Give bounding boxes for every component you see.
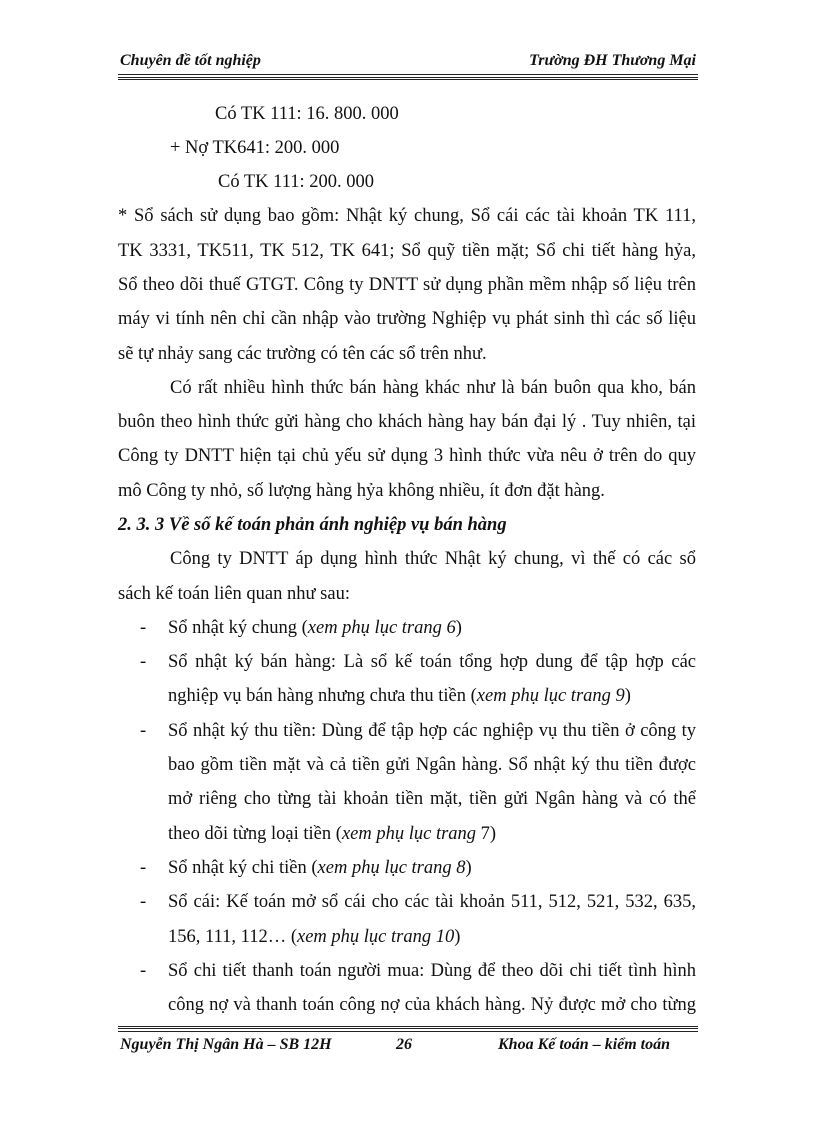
paragraph-1-line: Sổ theo dõi thuế GTGT. Công ty DNTT sử dụng phần mềm nhập số liệu trên (118, 275, 696, 295)
list-item-close: ) (465, 858, 472, 878)
bullet-dash: - (140, 892, 147, 912)
paragraph-2-line: Công ty DNTT hiện tại chủ yếu sử dụng 3 hình thức vừa nêu ở trên do quy (118, 446, 696, 466)
list-item-6-line: công nợ và thanh toán công nợ của khách hàng. Nỷ được mở cho từng (168, 995, 696, 1015)
appendix-reference: xem phụ lục trang 10 (296, 927, 455, 947)
list-item-4 (168, 858, 472, 879)
footer-department: Khoa Kế toán – kiểm toán (498, 1036, 671, 1053)
paragraph-1-line: sẽ tự nhảy sang các trường có tên các sổ trên như. (118, 344, 487, 364)
appendix-reference: xem phụ lục trang 6 (307, 618, 456, 638)
list-item-1 (168, 618, 462, 639)
list-item-text: Sổ nhật ký chung ( (168, 618, 308, 638)
list-item-text: 156, 111, 112… ( (168, 927, 297, 947)
page-number: 26 (396, 1036, 412, 1053)
list-item-close: ) (624, 686, 631, 706)
bullet-dash: - (140, 858, 147, 878)
section-heading: 2. 3. 3 Về sổ kế toán phản ánh nghiệp vụ bán hàng (118, 515, 507, 535)
footer-divider (118, 1026, 698, 1032)
list-item-close: ) (455, 618, 462, 638)
paragraph-1-line: * Sổ sách sử dụng bao gồm: Nhật ký chung, Sổ cái các tài khoản TK 111, (118, 206, 696, 226)
list-item-close: ) (454, 927, 461, 947)
list-item-5-line: Sổ cái: Kế toán mở sổ cái cho các tài khoản 511, 512, 521, 532, 635, (168, 892, 696, 912)
bullet-dash: - (140, 618, 147, 638)
appendix-reference: xem phụ lục trang 8 (317, 858, 466, 878)
page-header (118, 52, 698, 74)
entry-credit-line-1: Có TK 111: 16. 800. 000 (215, 104, 399, 124)
paragraph-3-line: Công ty DNTT áp dụng hình thức Nhật ký chung, vì thế có các sổ (170, 549, 696, 569)
list-item-2-line (168, 686, 631, 707)
paragraph-1-line: TK 3331, TK511, TK 512, TK 641; Sổ quỹ tiền mặt; Sổ chi tiết hàng hỷa, (118, 241, 696, 261)
list-item-text: nghiệp vụ bán hàng nhưng chưa thu tiền ( (168, 686, 477, 706)
bullet-dash: - (140, 652, 147, 672)
footer-author: Nguyễn Thị Ngân Hà – SB 12H (120, 1036, 332, 1053)
list-item-2-line: Sổ nhật ký bán hàng: Là sổ kế toán tổng hợp dung để tập hợp các (168, 652, 696, 672)
header-left-title: Chuyên đề tốt nghiệp (120, 52, 261, 69)
entry-debit-line: + Nợ TK641: 200. 000 (170, 138, 340, 158)
list-item-close: 7) (476, 824, 497, 844)
list-item-text: theo dõi từng loại tiền ( (168, 824, 342, 844)
bullet-dash: - (140, 961, 147, 981)
paragraph-2-line: mô Công ty nhỏ, số lượng hàng hỷa không nhiều, ít đơn đặt hàng. (118, 481, 605, 501)
bullet-dash: - (140, 721, 147, 741)
list-item-3-line: Sổ nhật ký thu tiền: Dùng để tập hợp các nghiệp vụ thu tiền ở công ty (168, 721, 696, 741)
list-item-6-line: Sổ chi tiết thanh toán người mua: Dùng để theo dõi chi tiết tình hình (168, 961, 696, 981)
list-item-text: Sổ nhật ký chi tiền ( (168, 858, 318, 878)
header-right-title: Trường ĐH Thương Mại (529, 52, 696, 69)
header-divider (118, 74, 698, 80)
list-item-3-line (168, 824, 496, 845)
appendix-reference: xem phụ lục trang (341, 824, 477, 844)
appendix-reference: xem phụ lục trang 9 (476, 686, 625, 706)
entry-credit-line-2: Có TK 111: 200. 000 (218, 172, 375, 192)
list-item-5-line (168, 927, 460, 948)
list-item-3-line: bao gồm tiền mặt và cả tiền gửi Ngân hàng. Sổ nhật ký thu tiền được (168, 755, 696, 775)
paragraph-3-line: sách kế toán liên quan như sau: (118, 584, 350, 604)
paragraph-1-line: máy vi tính nên chỉ cần nhập vào trường Nghiệp vụ phát sinh thì các số liệu (118, 309, 696, 329)
list-item-3-line: mở riêng cho từng tài khoản tiền mặt, tiền gửi Ngân hàng và có thể (168, 789, 696, 809)
paragraph-2-line: buôn theo hình thức gửi hàng cho khách hàng hay bán đại lý . Tuy nhiên, tại (118, 412, 696, 432)
paragraph-2-line: Có rất nhiều hình thức bán hàng khác như là bán buôn qua kho, bán (170, 378, 696, 398)
